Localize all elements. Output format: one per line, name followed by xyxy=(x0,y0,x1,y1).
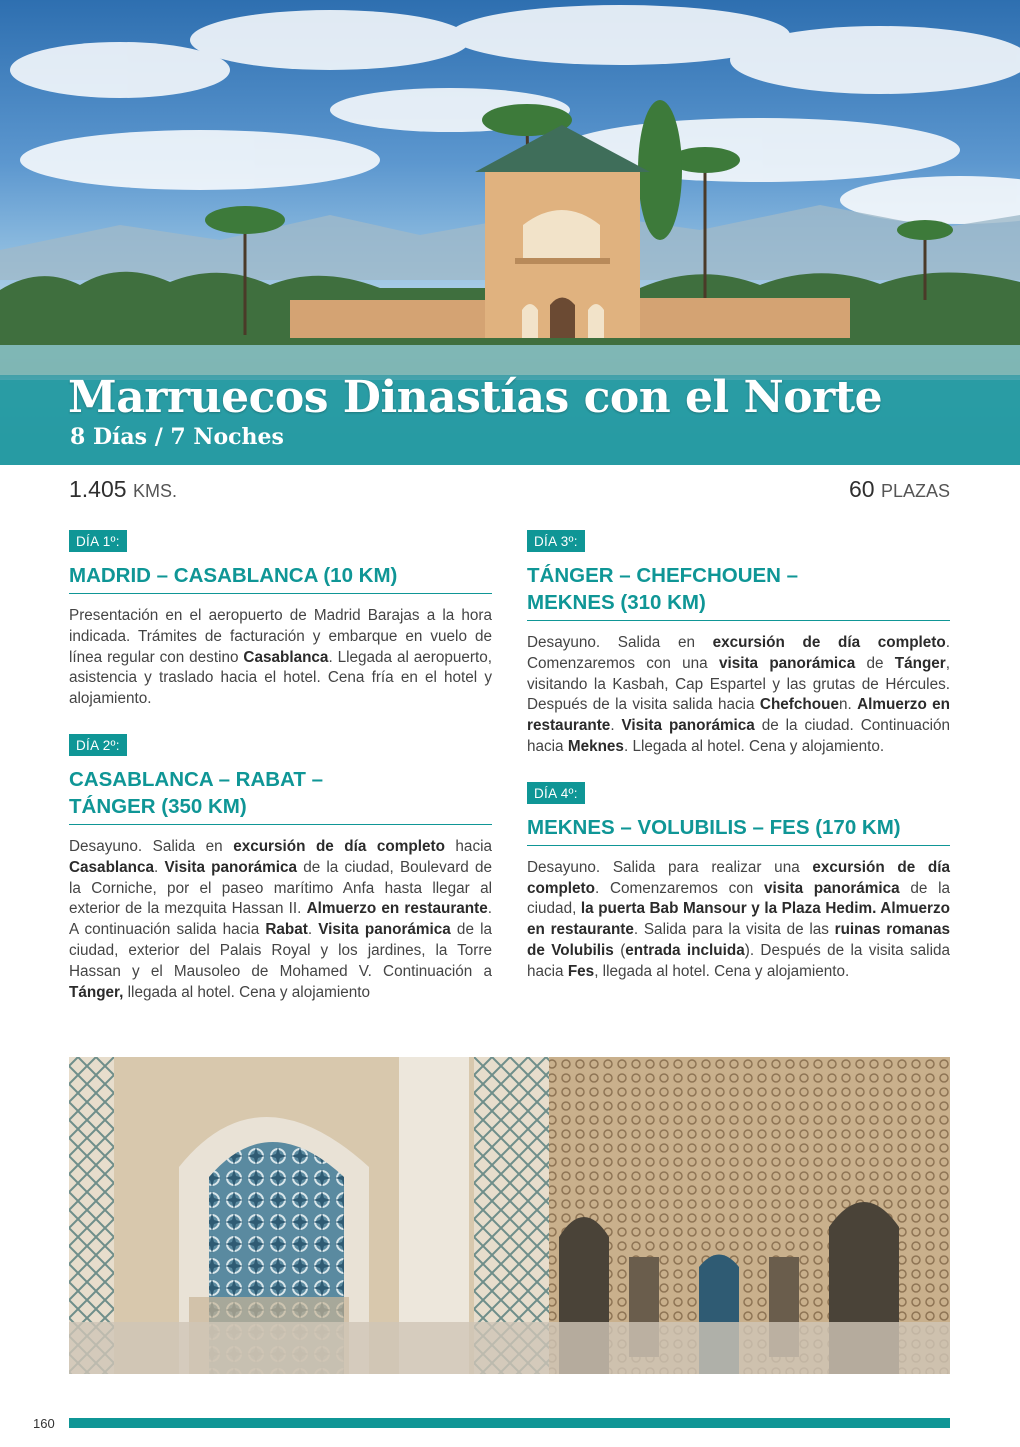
description-text: ( xyxy=(613,941,626,959)
highlight-text: Chefchoue xyxy=(759,696,839,714)
description-text: de xyxy=(855,654,895,672)
description-text: . Comenzaremos con xyxy=(595,879,764,897)
day-description xyxy=(69,837,492,1003)
day-1 xyxy=(69,530,492,710)
day-4 xyxy=(527,782,950,983)
highlight-text: ruinas romanas de Volubilis xyxy=(527,921,951,959)
day-description xyxy=(69,606,492,710)
highlight-text: Visita panorámica xyxy=(318,921,451,939)
seats-value: 60 xyxy=(848,476,875,502)
description-text: Desayuno. Salida para realizar una xyxy=(527,858,813,876)
description-text: . xyxy=(307,921,319,939)
highlight-text: Casablanca xyxy=(69,858,155,876)
highlight-text: visita panorámica xyxy=(718,654,856,672)
highlight-text: entrada incluida xyxy=(625,941,745,959)
description-text: llegada al hotel. Cena y alojamiento xyxy=(123,983,371,1001)
day-route: MADRID – CASABLANCA (10 KM) xyxy=(69,562,492,594)
day-route: CASABLANCA – RABAT – TÁNGER (350 KM) xyxy=(69,767,323,818)
description-text: . xyxy=(610,717,622,735)
description-text: Presentación en el aeropuerto de Madrid Barajas a la hora indicada. Trámites de facturación y embarque en vuelo de línea regular con destino xyxy=(69,607,492,666)
highlight-text: Visita panorámica xyxy=(621,717,755,735)
highlight-text: excursión de día completo xyxy=(233,837,445,855)
distance-stat xyxy=(69,476,177,503)
page-title: Marruecos Dinastías con el Norte xyxy=(68,372,883,423)
description-text: de la ciudad. Continuación hacia xyxy=(527,717,950,755)
day-2 xyxy=(69,734,492,1003)
itinerary-column-right xyxy=(527,530,950,1007)
route-underline xyxy=(69,824,492,825)
description-text: . Llegada al aeropuerto, asistencia y traslado hacia el hotel. Cena fría en el hotel y alojamiento. xyxy=(69,648,492,708)
day-description xyxy=(527,633,950,758)
day-route: MEKNES – VOLUBILIS – FES (170 KM) xyxy=(527,814,950,846)
description-text: Desayuno. Salida en xyxy=(527,634,713,651)
seats-unit: PLAZAS xyxy=(880,481,950,501)
day-route: TÁNGER – CHEFCHOUEN – MEKNES (310 KM) xyxy=(527,564,799,614)
highlight-text: visita panorámica xyxy=(763,879,900,897)
page-number: 160 xyxy=(33,1416,55,1431)
description-text: de la ciudad, xyxy=(527,879,950,918)
day-description xyxy=(527,858,950,983)
hassan-ii-mosque-illustration xyxy=(69,1057,950,1374)
itinerary-column-left xyxy=(69,530,492,1027)
description-text: . xyxy=(154,858,165,876)
highlight-text: Fes xyxy=(567,962,595,980)
distance-unit: KMS. xyxy=(132,481,177,501)
description-text: Desayuno. Salida en xyxy=(69,837,234,855)
highlight-text: Casablanca xyxy=(243,648,329,666)
distance-value: 1.405 xyxy=(69,476,127,502)
description-text: , llegada al hotel. Cena y alojamiento. xyxy=(594,962,850,980)
description-text: de la ciudad, Boulevard de la Corniche, por el paseo marítimo Anfa hasta llegar al exterior de la mezquita Hassan II. xyxy=(69,858,492,918)
description-text: n. xyxy=(838,696,858,714)
highlight-text: excursión de día completo xyxy=(712,634,946,651)
highlight-text: Rabat xyxy=(265,921,308,939)
mosque-photo xyxy=(69,1057,950,1374)
description-text: . Llegada al hotel. Cena y alojamiento. xyxy=(623,737,885,755)
highlight-text: Almuerzo en restaurante xyxy=(306,900,488,918)
description-text: . Comenzaremos con una xyxy=(527,634,950,672)
highlight-text: Tánger xyxy=(894,654,946,672)
day-label: DÍA 2º: xyxy=(69,734,127,756)
description-text: ). Después de la visita salida hacia xyxy=(527,941,950,980)
hero-image xyxy=(0,0,1020,465)
highlight-text: Meknes xyxy=(567,737,624,755)
seats-stat xyxy=(849,476,950,503)
highlight-text: la puerta Bab Mansour y la Plaza Hedim. Almuerzo en restaurante xyxy=(527,900,951,939)
day-3 xyxy=(527,530,950,758)
day-label: DÍA 3º: xyxy=(527,530,585,552)
highlight-text: Almuerzo en restaurante xyxy=(527,696,951,735)
highlight-text: Tánger, xyxy=(69,983,124,1001)
route-underline xyxy=(527,620,950,621)
description-text: . Salida para la visita de las xyxy=(633,921,835,939)
highlight-text: excursión de día completo xyxy=(527,858,951,897)
highlight-text: Visita panorámica xyxy=(164,858,298,876)
description-text: , visitando la Kasbah, Cap Espartel y las grutas de Hércules. Después de la visita salida hacia xyxy=(527,654,950,714)
description-text: hacia xyxy=(444,837,492,855)
trip-duration: 8 Días / 7 Noches xyxy=(70,424,284,450)
day-label: DÍA 1º: xyxy=(69,530,127,552)
footer-bar xyxy=(69,1418,950,1428)
description-text: de la ciudad, exterior del Palais Royal y los jardines, la Torre Hassan y el Mausoleo de Mohamed V. Continuación a xyxy=(69,921,492,980)
day-label: DÍA 4º: xyxy=(527,782,585,804)
description-text: . A continuación salida hacia xyxy=(69,900,492,939)
